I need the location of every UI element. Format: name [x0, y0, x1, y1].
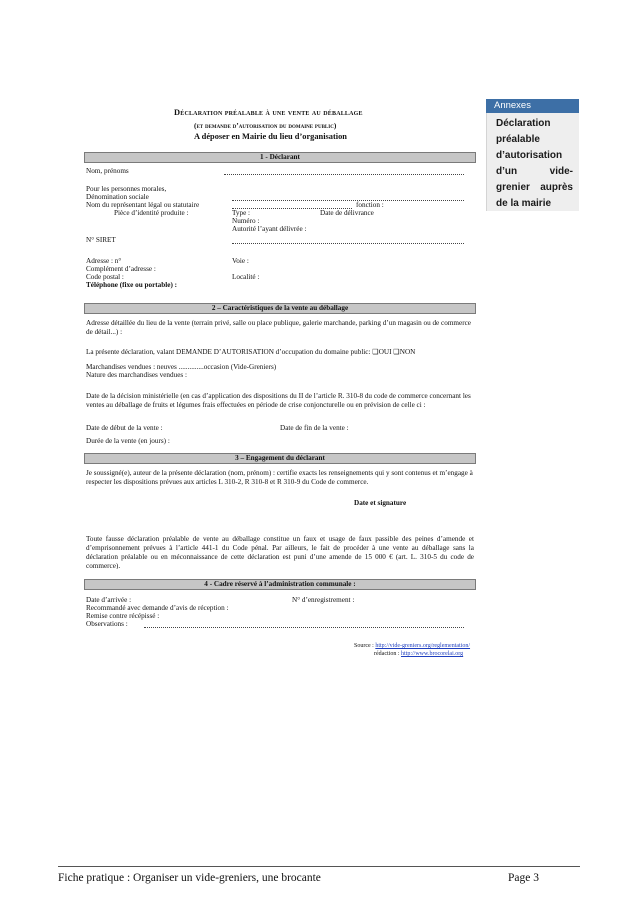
form-subtitle: (et demande d’autorisation du domaine public) — [194, 121, 337, 130]
footer-divider — [58, 866, 580, 867]
source-label: Source : — [354, 643, 374, 649]
page-number: Page 3 — [508, 872, 539, 884]
field-date-fin: Date de fin de la vente : — [280, 424, 349, 432]
field-siret: N° SIRET — [86, 236, 116, 244]
field-type: Type : — [232, 209, 251, 217]
field-date-arrivee: Date d’arrivée : — [86, 596, 132, 604]
field-piece: Pièce d’identité produite : — [114, 209, 189, 217]
field-date-delivrance: Date de délivrance — [320, 209, 374, 217]
field-nature: Nature des marchandises vendues : — [86, 371, 187, 379]
field-voie: Voie : — [232, 257, 249, 265]
field-demande-autorisation: La présente déclaration, valant DEMANDE D’AUTORISATION d’occupation du domaine public: ❑OUI ❑NON — [86, 348, 416, 356]
fill-line — [232, 193, 464, 201]
fill-line — [232, 201, 352, 209]
redaction-label: rédaction : — [374, 651, 400, 657]
section-3-header: 3 – Engagement du déclarant — [84, 453, 476, 464]
fill-line — [232, 236, 464, 244]
fill-line — [224, 167, 464, 175]
field-personnes-morales: Pour les personnes morales, — [86, 185, 167, 193]
field-fonction: fonction : — [356, 201, 384, 209]
annex-tab: Annexes — [486, 99, 579, 113]
annex-description: Déclaration préalable d’autorisation d’un vide-grenier auprès de la mairie — [496, 118, 573, 209]
annex-box — [486, 113, 579, 211]
field-marchandises: Marchandises vendues : neuves ..............occasion (Vide-Greniers) — [86, 363, 277, 371]
field-code-postal: Code postal : — [86, 273, 124, 281]
field-remise: Remise contre récépissé : — [86, 612, 160, 620]
source-line — [354, 643, 470, 651]
field-recommande: Recommandé avec demande d’avis de réception : — [86, 604, 229, 612]
field-numero: Numéro : — [232, 217, 260, 225]
fill-line — [144, 620, 464, 628]
field-engagement: Je soussigné(e), auteur de la présente déclaration (nom, prénom) : certifie exacts les renseignements qui y sont contenus et m’engage à respecter les dispositions prévues aux articles L 310-2, R 310-8 et R 310-9 du Code de commerce. — [86, 469, 473, 486]
field-signature: Date et signature — [354, 499, 407, 507]
field-denomination: Dénomination sociale — [86, 193, 149, 201]
section-4-header: 4 - Cadre réservé à l’administration communale : — [84, 579, 476, 590]
form-instruction: A déposer en Mairie du lieu d’organisation — [194, 132, 347, 141]
field-date-debut: Date de début de la vente : — [86, 424, 163, 432]
section-1-header: 1 - Déclarant — [84, 152, 476, 163]
field-telephone: Téléphone (fixe ou portable) : — [86, 281, 178, 289]
field-autorite: Autorité l’ayant délivrée : — [232, 225, 307, 233]
footer-title: Fiche pratique : Organiser un vide-greniers, une brocante — [58, 872, 321, 884]
scanned-declaration-form — [84, 100, 476, 660]
redaction-link[interactable]: http://www.brocorelai.org — [401, 651, 464, 657]
field-adresse-lieu: Adresse détaillée du lieu de la vente (terrain privé, salle ou place publique, galerie marchande, parking d’un magasin ou de commerce de détail...) : — [86, 319, 471, 336]
field-decision: Date de la décision ministérielle (en cas d’application des dispositions du II de l’article R. 310-8 du code de commerce concernant les ventes au déballage de fruits et légumes frais effectuées en période de crise conjoncturelle ou en prévision de celle ci : — [86, 392, 471, 409]
section-2-header: 2 – Caractéristiques de la vente au déballage — [84, 303, 476, 314]
source-link[interactable]: http://vide-greniers.org/reglementation/ — [375, 643, 471, 649]
field-nom: Nom, prénoms — [86, 167, 129, 175]
field-duree: Durée de la vente (en jours) : — [86, 437, 170, 445]
redaction-line — [374, 651, 463, 659]
form-title: Déclaration préalable à une vente au déballage — [174, 108, 363, 117]
field-complement: Complément d’adresse : — [86, 265, 156, 273]
field-representant: Nom du représentant légal ou statutaire — [86, 201, 200, 209]
field-adresse: Adresse : n° — [86, 257, 122, 265]
field-observations: Observations : — [86, 620, 128, 628]
field-localite: Localité : — [232, 273, 260, 281]
warning-text: Toute fausse déclaration préalable de vente au déballage constitue un faux et usage de faux passible des peines d’amende et d’emprisonnement prévues à l’article 441-1 du Code pénal. Par ailleurs, le fait de procéder à une vente au déballage sans la déclaration préalable ou en méconnaissance de cette déclaration est puni d’une amende de 15 000 € (art. L. 310-5 du code de commerce). — [86, 535, 474, 569]
field-enregistrement: N° d’enregistrement : — [292, 596, 355, 604]
